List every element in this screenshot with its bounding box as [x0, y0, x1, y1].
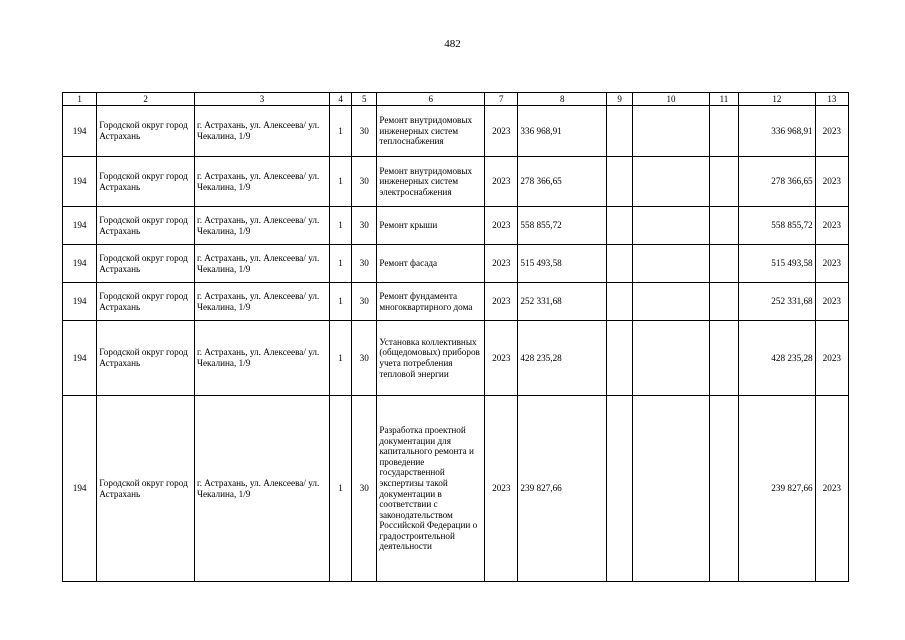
- column-header: 7: [485, 93, 518, 106]
- col12-cell: 278 366,65: [739, 157, 816, 207]
- col12-cell: 336 968,91: [739, 106, 816, 157]
- total-cost-cell: 515 493,58: [518, 245, 607, 283]
- table-row: [63, 106, 849, 157]
- col13-cell: 2023: [815, 245, 848, 283]
- col12-cell: 252 331,68: [739, 283, 816, 321]
- table-row: [63, 157, 849, 207]
- col13-cell: 2023: [815, 157, 848, 207]
- row-id: 194: [63, 207, 97, 245]
- header-row: [63, 93, 849, 106]
- year-cell: 2023: [485, 396, 518, 582]
- col12-cell: 428 235,28: [739, 321, 816, 396]
- col4-cell: 1: [330, 283, 352, 321]
- col9-cell: [607, 106, 633, 157]
- work-type-cell: Ремонт внутридомовых инженерных систем электроснабжения: [377, 157, 485, 207]
- col5-cell: 30: [352, 207, 377, 245]
- row-id: 194: [63, 283, 97, 321]
- work-type-cell: Ремонт крыши: [377, 207, 485, 245]
- total-cost-cell: 252 331,68: [518, 283, 607, 321]
- address-cell: г. Астрахань, ул. Алексеева/ ул. Чекалина, 1/9: [194, 396, 329, 582]
- col10-cell: [633, 106, 710, 157]
- municipality-cell: Городской округ город Астрахань: [97, 396, 195, 582]
- work-type-cell: Ремонт внутридомовых инженерных систем теплоснабжения: [377, 106, 485, 157]
- year-cell: 2023: [485, 157, 518, 207]
- column-header: 5: [352, 93, 377, 106]
- col5-cell: 30: [352, 321, 377, 396]
- col4-cell: 1: [330, 207, 352, 245]
- col11-cell: [709, 157, 738, 207]
- table-row: [63, 283, 849, 321]
- address-cell: г. Астрахань, ул. Алексеева/ ул. Чекалина, 1/9: [194, 283, 329, 321]
- col10-cell: [633, 283, 710, 321]
- work-type-cell: Установка коллективных (общедомовых) приборов учета потребления тепловой энергии: [377, 321, 485, 396]
- col11-cell: [709, 207, 738, 245]
- address-cell: г. Астрахань, ул. Алексеева/ ул. Чекалина, 1/9: [194, 207, 329, 245]
- col12-cell: 558 855,72: [739, 207, 816, 245]
- col9-cell: [607, 245, 633, 283]
- column-header: 3: [194, 93, 329, 106]
- municipality-cell: Городской округ город Астрахань: [97, 245, 195, 283]
- column-header: 6: [377, 93, 485, 106]
- column-header: 10: [633, 93, 710, 106]
- col11-cell: [709, 106, 738, 157]
- total-cost-cell: 239 827,66: [518, 396, 607, 582]
- col11-cell: [709, 283, 738, 321]
- col5-cell: 30: [352, 396, 377, 582]
- page-number: 482: [444, 38, 461, 50]
- table-row: [63, 321, 849, 396]
- row-id: 194: [63, 321, 97, 396]
- col10-cell: [633, 396, 710, 582]
- year-cell: 2023: [485, 207, 518, 245]
- total-cost-cell: 278 366,65: [518, 157, 607, 207]
- col4-cell: 1: [330, 157, 352, 207]
- col4-cell: 1: [330, 245, 352, 283]
- total-cost-cell: 428 235,28: [518, 321, 607, 396]
- municipality-cell: Городской округ город Астрахань: [97, 283, 195, 321]
- col11-cell: [709, 245, 738, 283]
- row-id: 194: [63, 106, 97, 157]
- work-type-cell: Ремонт фундамента многоквартирного дома: [377, 283, 485, 321]
- col5-cell: 30: [352, 157, 377, 207]
- col10-cell: [633, 207, 710, 245]
- total-cost-cell: 336 968,91: [518, 106, 607, 157]
- col13-cell: 2023: [815, 283, 848, 321]
- col5-cell: 30: [352, 106, 377, 157]
- col9-cell: [607, 283, 633, 321]
- col5-cell: 30: [352, 245, 377, 283]
- table-row: [63, 245, 849, 283]
- year-cell: 2023: [485, 106, 518, 157]
- address-cell: г. Астрахань, ул. Алексеева/ ул. Чекалина, 1/9: [194, 245, 329, 283]
- col13-cell: 2023: [815, 106, 848, 157]
- table-row: [63, 396, 849, 582]
- column-header: 11: [709, 93, 738, 106]
- col10-cell: [633, 321, 710, 396]
- col11-cell: [709, 321, 738, 396]
- work-type-cell: Ремонт фасада: [377, 245, 485, 283]
- col4-cell: 1: [330, 106, 352, 157]
- column-header: 12: [739, 93, 816, 106]
- municipality-cell: Городской округ город Астрахань: [97, 321, 195, 396]
- col10-cell: [633, 157, 710, 207]
- col5-cell: 30: [352, 283, 377, 321]
- municipality-cell: Городской округ город Астрахань: [97, 106, 195, 157]
- municipality-cell: Городской округ город Астрахань: [97, 157, 195, 207]
- col12-cell: 239 827,66: [739, 396, 816, 582]
- address-cell: г. Астрахань, ул. Алексеева/ ул. Чекалина, 1/9: [194, 321, 329, 396]
- column-header: 9: [607, 93, 633, 106]
- row-id: 194: [63, 396, 97, 582]
- column-header: 2: [97, 93, 195, 106]
- col13-cell: 2023: [815, 207, 848, 245]
- year-cell: 2023: [485, 245, 518, 283]
- col4-cell: 1: [330, 396, 352, 582]
- table-row: [63, 207, 849, 245]
- year-cell: 2023: [485, 283, 518, 321]
- year-cell: 2023: [485, 321, 518, 396]
- col9-cell: [607, 396, 633, 582]
- column-header: 4: [330, 93, 352, 106]
- row-id: 194: [63, 245, 97, 283]
- col13-cell: 2023: [815, 321, 848, 396]
- col9-cell: [607, 207, 633, 245]
- address-cell: г. Астрахань, ул. Алексеева/ ул. Чекалина, 1/9: [194, 106, 329, 157]
- column-header: 1: [63, 93, 97, 106]
- capital-repair-table: [62, 92, 849, 582]
- address-cell: г. Астрахань, ул. Алексеева/ ул. Чекалина, 1/9: [194, 157, 329, 207]
- work-type-cell: Разработка проектной документации для капитального ремонта и проведение государственной экспертизы такой документации в соответствии с законодательством Российской Федерации о градостроительной деятельности: [377, 396, 485, 582]
- col4-cell: 1: [330, 321, 352, 396]
- col13-cell: 2023: [815, 396, 848, 582]
- column-header: 8: [518, 93, 607, 106]
- total-cost-cell: 558 855,72: [518, 207, 607, 245]
- col11-cell: [709, 396, 738, 582]
- column-header: 13: [815, 93, 848, 106]
- col10-cell: [633, 245, 710, 283]
- col12-cell: 515 493,58: [739, 245, 816, 283]
- col9-cell: [607, 321, 633, 396]
- municipality-cell: Городской округ город Астрахань: [97, 207, 195, 245]
- col9-cell: [607, 157, 633, 207]
- row-id: 194: [63, 157, 97, 207]
